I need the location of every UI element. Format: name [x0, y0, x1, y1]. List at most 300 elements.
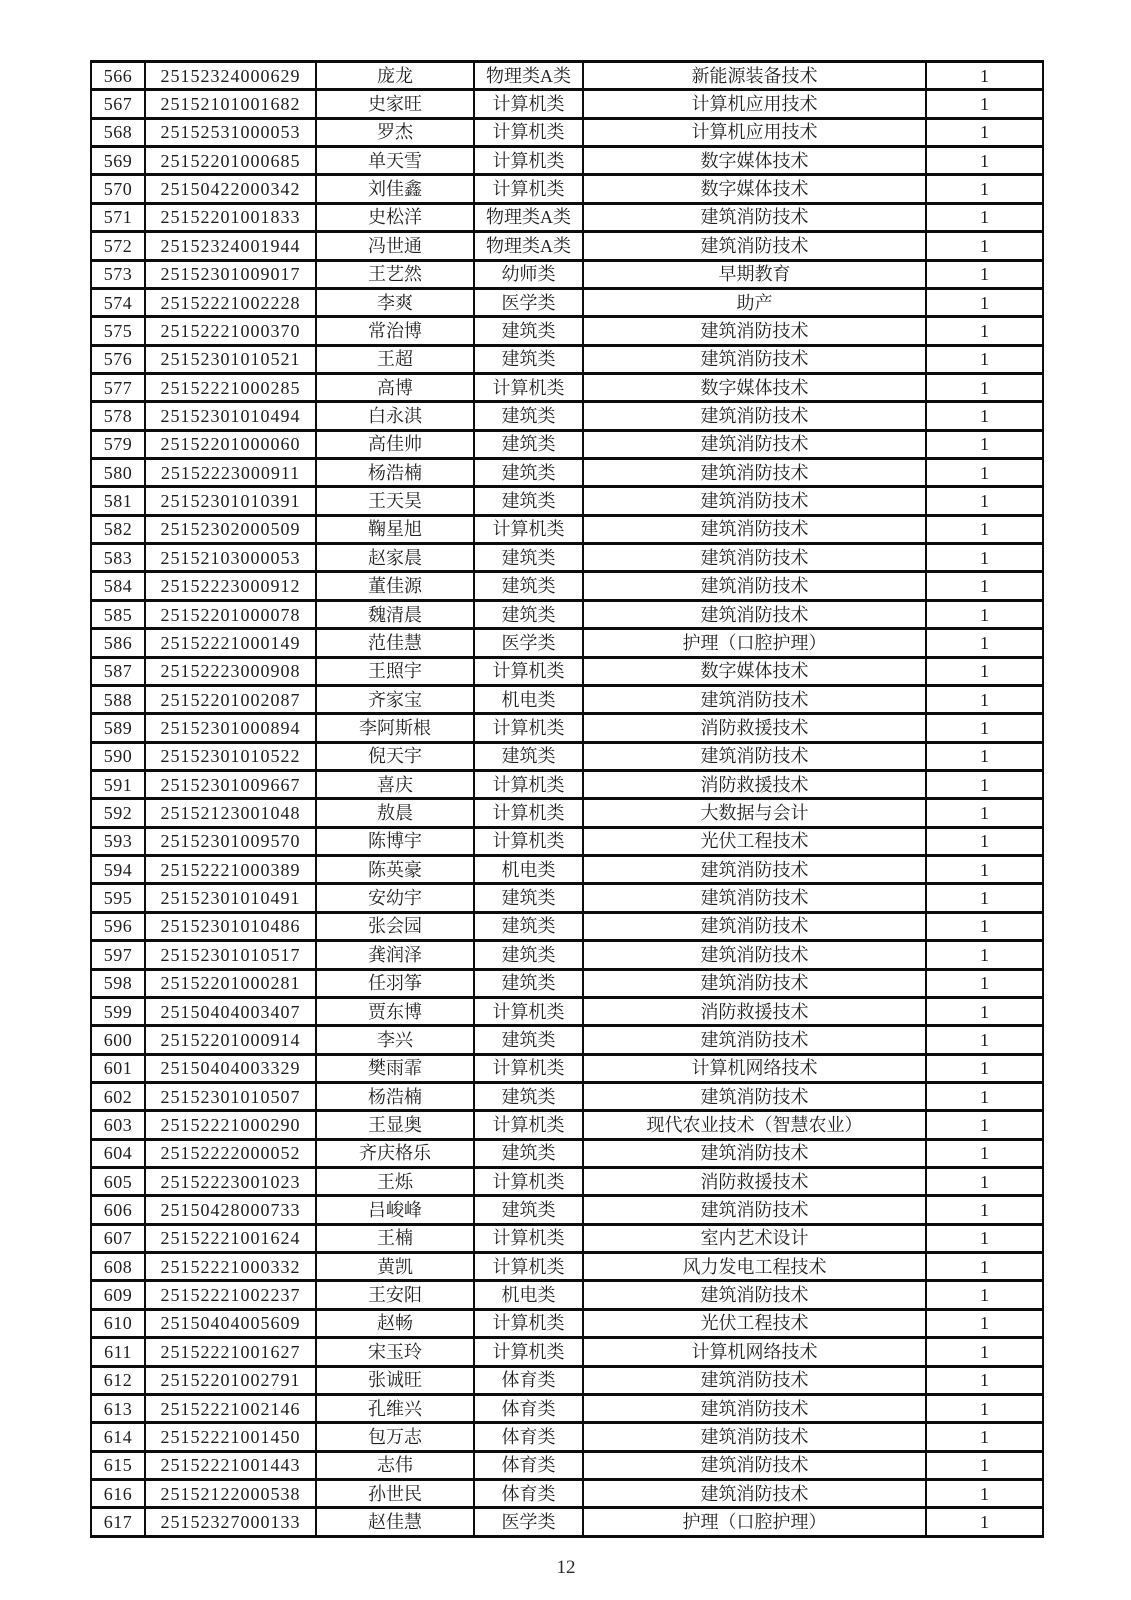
cell-candidate-id: 25150404005609 — [145, 1309, 316, 1337]
table-row — [91, 600, 1043, 628]
cell-name: 黄凯 — [316, 1253, 474, 1281]
cell-major: 数字媒体技术 — [583, 373, 926, 401]
table-row — [91, 629, 1043, 657]
cell-candidate-id: 25150404003407 — [145, 997, 316, 1025]
cell-index: 568 — [91, 118, 145, 146]
cell-count: 1 — [926, 1451, 1043, 1479]
table-row — [91, 62, 1043, 90]
cell-major: 数字媒体技术 — [583, 147, 926, 175]
cell-candidate-id: 25152221000370 — [145, 317, 316, 345]
cell-count: 1 — [926, 685, 1043, 713]
cell-index: 616 — [91, 1479, 145, 1507]
table-row — [91, 742, 1043, 770]
cell-major: 数字媒体技术 — [583, 657, 926, 685]
table-row — [91, 1479, 1043, 1507]
cell-candidate-id: 25150428000733 — [145, 1196, 316, 1224]
cell-subject-category: 建筑类 — [474, 742, 583, 770]
cell-major: 建筑消防技术 — [583, 1139, 926, 1167]
cell-subject-category: 计算机类 — [474, 90, 583, 118]
cell-candidate-id: 25152201001833 — [145, 203, 316, 231]
cell-name: 常治博 — [316, 317, 474, 345]
cell-candidate-id: 25152221000332 — [145, 1253, 316, 1281]
table-row — [91, 884, 1043, 912]
table-row — [91, 203, 1043, 231]
cell-index: 587 — [91, 657, 145, 685]
cell-candidate-id: 25152221000389 — [145, 856, 316, 884]
cell-index: 609 — [91, 1281, 145, 1309]
cell-count: 1 — [926, 629, 1043, 657]
table-row — [91, 1309, 1043, 1337]
cell-count: 1 — [926, 1026, 1043, 1054]
cell-major: 消防救援技术 — [583, 770, 926, 798]
cell-major: 光伏工程技术 — [583, 827, 926, 855]
cell-candidate-id: 25152327000133 — [145, 1508, 316, 1537]
cell-count: 1 — [926, 770, 1043, 798]
cell-name: 贾东博 — [316, 997, 474, 1025]
table-row — [91, 685, 1043, 713]
cell-name: 宋玉玲 — [316, 1338, 474, 1366]
cell-index: 591 — [91, 770, 145, 798]
table-row — [91, 856, 1043, 884]
cell-subject-category: 计算机类 — [474, 770, 583, 798]
table-row — [91, 941, 1043, 969]
table-row — [91, 770, 1043, 798]
cell-subject-category: 建筑类 — [474, 941, 583, 969]
cell-major: 大数据与会计 — [583, 799, 926, 827]
cell-name: 白永淇 — [316, 402, 474, 430]
cell-major: 建筑消防技术 — [583, 402, 926, 430]
cell-candidate-id: 25152221002146 — [145, 1394, 316, 1422]
cell-candidate-id: 25152221000285 — [145, 373, 316, 401]
cell-name: 包万志 — [316, 1423, 474, 1451]
cell-index: 599 — [91, 997, 145, 1025]
cell-index: 576 — [91, 345, 145, 373]
cell-name: 刘佳鑫 — [316, 175, 474, 203]
cell-name: 赵家晨 — [316, 544, 474, 572]
cell-count: 1 — [926, 657, 1043, 685]
cell-subject-category: 建筑类 — [474, 317, 583, 345]
cell-name: 王显奥 — [316, 1111, 474, 1139]
cell-subject-category: 体育类 — [474, 1479, 583, 1507]
cell-name: 王艺然 — [316, 260, 474, 288]
cell-name: 范佳慧 — [316, 629, 474, 657]
cell-index: 602 — [91, 1082, 145, 1110]
cell-index: 614 — [91, 1423, 145, 1451]
cell-name: 倪天宇 — [316, 742, 474, 770]
cell-candidate-id: 25152324000629 — [145, 62, 316, 90]
cell-subject-category: 医学类 — [474, 629, 583, 657]
cell-candidate-id: 25152301010391 — [145, 487, 316, 515]
cell-index: 606 — [91, 1196, 145, 1224]
cell-major: 消防救援技术 — [583, 997, 926, 1025]
cell-count: 1 — [926, 1168, 1043, 1196]
table-row — [91, 515, 1043, 543]
cell-major: 建筑消防技术 — [583, 1451, 926, 1479]
cell-index: 611 — [91, 1338, 145, 1366]
table-row — [91, 657, 1043, 685]
table-row — [91, 402, 1043, 430]
cell-candidate-id: 25152301010491 — [145, 884, 316, 912]
cell-index: 572 — [91, 232, 145, 260]
cell-count: 1 — [926, 62, 1043, 90]
cell-count: 1 — [926, 90, 1043, 118]
cell-name: 杨浩楠 — [316, 459, 474, 487]
cell-name: 魏清晨 — [316, 600, 474, 628]
cell-candidate-id: 25152223000908 — [145, 657, 316, 685]
cell-subject-category: 计算机类 — [474, 1309, 583, 1337]
cell-index: 597 — [91, 941, 145, 969]
cell-name: 李兴 — [316, 1026, 474, 1054]
cell-index: 567 — [91, 90, 145, 118]
cell-index: 600 — [91, 1026, 145, 1054]
cell-count: 1 — [926, 572, 1043, 600]
table-row — [91, 1026, 1043, 1054]
cell-major: 计算机网络技术 — [583, 1338, 926, 1366]
cell-count: 1 — [926, 288, 1043, 316]
cell-subject-category: 建筑类 — [474, 600, 583, 628]
cell-subject-category: 医学类 — [474, 288, 583, 316]
cell-major: 消防救援技术 — [583, 714, 926, 742]
cell-subject-category: 建筑类 — [474, 1026, 583, 1054]
cell-major: 新能源装备技术 — [583, 62, 926, 90]
cell-index: 575 — [91, 317, 145, 345]
cell-index: 578 — [91, 402, 145, 430]
table-row — [91, 175, 1043, 203]
table-row — [91, 459, 1043, 487]
cell-candidate-id: 25152201000060 — [145, 430, 316, 458]
cell-name: 王照宇 — [316, 657, 474, 685]
cell-index: 589 — [91, 714, 145, 742]
cell-major: 建筑消防技术 — [583, 345, 926, 373]
cell-subject-category: 计算机类 — [474, 118, 583, 146]
cell-candidate-id: 25152301009017 — [145, 260, 316, 288]
cell-subject-category: 体育类 — [474, 1451, 583, 1479]
cell-candidate-id: 25152301010521 — [145, 345, 316, 373]
table-row — [91, 714, 1043, 742]
table-row — [91, 1338, 1043, 1366]
cell-subject-category: 建筑类 — [474, 459, 583, 487]
cell-name: 董佳源 — [316, 572, 474, 600]
cell-name: 齐庆格乐 — [316, 1139, 474, 1167]
cell-index: 579 — [91, 430, 145, 458]
cell-count: 1 — [926, 1139, 1043, 1167]
cell-index: 595 — [91, 884, 145, 912]
cell-name: 志伟 — [316, 1451, 474, 1479]
cell-candidate-id: 25152301009667 — [145, 770, 316, 798]
table-row — [91, 1111, 1043, 1139]
cell-major: 建筑消防技术 — [583, 515, 926, 543]
cell-major: 建筑消防技术 — [583, 544, 926, 572]
cell-subject-category: 计算机类 — [474, 175, 583, 203]
cell-subject-category: 物理类A类 — [474, 62, 583, 90]
cell-name: 张诚旺 — [316, 1366, 474, 1394]
cell-major: 建筑消防技术 — [583, 600, 926, 628]
cell-major: 建筑消防技术 — [583, 459, 926, 487]
cell-name: 王超 — [316, 345, 474, 373]
cell-index: 574 — [91, 288, 145, 316]
cell-name: 李阿斯根 — [316, 714, 474, 742]
table-row — [91, 969, 1043, 997]
cell-major: 计算机应用技术 — [583, 90, 926, 118]
cell-candidate-id: 25152221001443 — [145, 1451, 316, 1479]
cell-count: 1 — [926, 1111, 1043, 1139]
cell-major: 建筑消防技术 — [583, 430, 926, 458]
cell-subject-category: 计算机类 — [474, 1338, 583, 1366]
cell-subject-category: 计算机类 — [474, 1111, 583, 1139]
table-row — [91, 90, 1043, 118]
cell-major: 建筑消防技术 — [583, 1026, 926, 1054]
cell-count: 1 — [926, 118, 1043, 146]
cell-subject-category: 建筑类 — [474, 912, 583, 940]
cell-index: 594 — [91, 856, 145, 884]
cell-candidate-id: 25152103000053 — [145, 544, 316, 572]
cell-subject-category: 物理类A类 — [474, 203, 583, 231]
cell-name: 史家旺 — [316, 90, 474, 118]
cell-name: 孙世民 — [316, 1479, 474, 1507]
cell-index: 577 — [91, 373, 145, 401]
table-row — [91, 912, 1043, 940]
cell-count: 1 — [926, 1309, 1043, 1337]
cell-candidate-id: 25152301010522 — [145, 742, 316, 770]
cell-index: 586 — [91, 629, 145, 657]
cell-name: 张会园 — [316, 912, 474, 940]
table-row — [91, 147, 1043, 175]
cell-index: 590 — [91, 742, 145, 770]
cell-candidate-id: 25152221001624 — [145, 1224, 316, 1252]
cell-subject-category: 计算机类 — [474, 714, 583, 742]
cell-count: 1 — [926, 997, 1043, 1025]
cell-major: 建筑消防技术 — [583, 884, 926, 912]
cell-count: 1 — [926, 203, 1043, 231]
cell-subject-category: 幼师类 — [474, 260, 583, 288]
cell-count: 1 — [926, 884, 1043, 912]
table-row — [91, 373, 1043, 401]
cell-count: 1 — [926, 1366, 1043, 1394]
cell-index: 607 — [91, 1224, 145, 1252]
cell-name: 王烁 — [316, 1168, 474, 1196]
cell-major: 建筑消防技术 — [583, 742, 926, 770]
table-row — [91, 799, 1043, 827]
cell-name: 吕峻峰 — [316, 1196, 474, 1224]
cell-index: 566 — [91, 62, 145, 90]
table-row — [91, 317, 1043, 345]
cell-name: 单天雪 — [316, 147, 474, 175]
cell-major: 建筑消防技术 — [583, 572, 926, 600]
table-row — [91, 430, 1043, 458]
cell-candidate-id: 25152301009570 — [145, 827, 316, 855]
cell-index: 583 — [91, 544, 145, 572]
cell-major: 护理（口腔护理） — [583, 629, 926, 657]
cell-count: 1 — [926, 345, 1043, 373]
cell-major: 护理（口腔护理） — [583, 1508, 926, 1537]
cell-name: 王安阳 — [316, 1281, 474, 1309]
cell-candidate-id: 25152201002791 — [145, 1366, 316, 1394]
cell-subject-category: 计算机类 — [474, 515, 583, 543]
cell-index: 596 — [91, 912, 145, 940]
cell-name: 李爽 — [316, 288, 474, 316]
table-row — [91, 997, 1043, 1025]
cell-subject-category: 建筑类 — [474, 345, 583, 373]
cell-count: 1 — [926, 1479, 1043, 1507]
table-row — [91, 544, 1043, 572]
cell-candidate-id: 25152201000281 — [145, 969, 316, 997]
cell-count: 1 — [926, 544, 1043, 572]
cell-subject-category: 计算机类 — [474, 1253, 583, 1281]
cell-count: 1 — [926, 742, 1043, 770]
cell-major: 建筑消防技术 — [583, 1281, 926, 1309]
cell-candidate-id: 25152221002228 — [145, 288, 316, 316]
cell-index: 588 — [91, 685, 145, 713]
cell-count: 1 — [926, 515, 1043, 543]
cell-major: 光伏工程技术 — [583, 1309, 926, 1337]
cell-index: 569 — [91, 147, 145, 175]
cell-index: 581 — [91, 487, 145, 515]
cell-index: 584 — [91, 572, 145, 600]
table-row — [91, 118, 1043, 146]
page-number: 12 — [556, 1557, 576, 1578]
cell-candidate-id: 25152531000053 — [145, 118, 316, 146]
cell-index: 570 — [91, 175, 145, 203]
cell-subject-category: 建筑类 — [474, 1139, 583, 1167]
cell-subject-category: 体育类 — [474, 1394, 583, 1422]
cell-candidate-id: 25152324001944 — [145, 232, 316, 260]
cell-major: 风力发电工程技术 — [583, 1253, 926, 1281]
cell-index: 608 — [91, 1253, 145, 1281]
cell-count: 1 — [926, 459, 1043, 487]
cell-index: 571 — [91, 203, 145, 231]
cell-major: 现代农业技术（智慧农业） — [583, 1111, 926, 1139]
cell-subject-category: 建筑类 — [474, 884, 583, 912]
table-row — [91, 1224, 1043, 1252]
cell-subject-category: 计算机类 — [474, 373, 583, 401]
cell-candidate-id: 25152201000914 — [145, 1026, 316, 1054]
cell-major: 建筑消防技术 — [583, 1082, 926, 1110]
table-row — [91, 1508, 1043, 1537]
cell-subject-category: 计算机类 — [474, 997, 583, 1025]
cell-subject-category: 物理类A类 — [474, 232, 583, 260]
cell-subject-category: 建筑类 — [474, 430, 583, 458]
cell-subject-category: 建筑类 — [474, 1196, 583, 1224]
cell-count: 1 — [926, 1508, 1043, 1537]
cell-count: 1 — [926, 1196, 1043, 1224]
cell-count: 1 — [926, 402, 1043, 430]
cell-count: 1 — [926, 147, 1043, 175]
table-row — [91, 1054, 1043, 1082]
cell-index: 593 — [91, 827, 145, 855]
cell-major: 助产 — [583, 288, 926, 316]
table-row — [91, 1394, 1043, 1422]
cell-candidate-id: 25152101001682 — [145, 90, 316, 118]
cell-name: 陈英豪 — [316, 856, 474, 884]
cell-name: 赵佳慧 — [316, 1508, 474, 1537]
cell-count: 1 — [926, 1281, 1043, 1309]
cell-name: 樊雨霏 — [316, 1054, 474, 1082]
cell-major: 建筑消防技术 — [583, 203, 926, 231]
table-row — [91, 260, 1043, 288]
cell-subject-category: 计算机类 — [474, 147, 583, 175]
cell-major: 室内艺术设计 — [583, 1224, 926, 1252]
cell-major: 建筑消防技术 — [583, 317, 926, 345]
cell-subject-category: 计算机类 — [474, 827, 583, 855]
cell-count: 1 — [926, 1082, 1043, 1110]
cell-candidate-id: 25152301010517 — [145, 941, 316, 969]
cell-candidate-id: 25152223000911 — [145, 459, 316, 487]
cell-count: 1 — [926, 1054, 1043, 1082]
table-row — [91, 345, 1043, 373]
cell-index: 604 — [91, 1139, 145, 1167]
cell-name: 孔维兴 — [316, 1394, 474, 1422]
cell-name: 齐家宝 — [316, 685, 474, 713]
cell-subject-category: 医学类 — [474, 1508, 583, 1537]
cell-subject-category: 计算机类 — [474, 799, 583, 827]
cell-candidate-id: 25152301010486 — [145, 912, 316, 940]
table-row — [91, 1253, 1043, 1281]
table-row — [91, 1423, 1043, 1451]
table-row — [91, 1168, 1043, 1196]
cell-candidate-id: 25152223000912 — [145, 572, 316, 600]
table-row — [91, 288, 1043, 316]
table-row — [91, 1196, 1043, 1224]
cell-name: 龚润泽 — [316, 941, 474, 969]
cell-name: 史松洋 — [316, 203, 474, 231]
cell-count: 1 — [926, 969, 1043, 997]
cell-major: 早期教育 — [583, 260, 926, 288]
cell-name: 冯世通 — [316, 232, 474, 260]
cell-count: 1 — [926, 600, 1043, 628]
cell-subject-category: 建筑类 — [474, 402, 583, 430]
cell-major: 建筑消防技术 — [583, 969, 926, 997]
cell-count: 1 — [926, 714, 1043, 742]
cell-name: 喜庆 — [316, 770, 474, 798]
cell-major: 建筑消防技术 — [583, 1196, 926, 1224]
cell-major: 建筑消防技术 — [583, 1423, 926, 1451]
cell-subject-category: 计算机类 — [474, 1054, 583, 1082]
cell-subject-category: 建筑类 — [474, 969, 583, 997]
cell-index: 585 — [91, 600, 145, 628]
cell-candidate-id: 25152301000894 — [145, 714, 316, 742]
cell-subject-category: 建筑类 — [474, 572, 583, 600]
cell-count: 1 — [926, 799, 1043, 827]
cell-count: 1 — [926, 1253, 1043, 1281]
cell-count: 1 — [926, 1224, 1043, 1252]
table-row — [91, 1366, 1043, 1394]
cell-count: 1 — [926, 1338, 1043, 1366]
cell-candidate-id: 25152301010507 — [145, 1082, 316, 1110]
cell-subject-category: 机电类 — [474, 685, 583, 713]
cell-index: 601 — [91, 1054, 145, 1082]
cell-candidate-id: 25152122000538 — [145, 1479, 316, 1507]
table-row — [91, 487, 1043, 515]
cell-candidate-id: 25152302000509 — [145, 515, 316, 543]
table-row — [91, 572, 1043, 600]
cell-candidate-id: 25152201000078 — [145, 600, 316, 628]
cell-subject-category: 建筑类 — [474, 1082, 583, 1110]
cell-subject-category: 体育类 — [474, 1423, 583, 1451]
cell-count: 1 — [926, 430, 1043, 458]
cell-name: 安幼宇 — [316, 884, 474, 912]
cell-name: 高博 — [316, 373, 474, 401]
cell-name: 庞龙 — [316, 62, 474, 90]
cell-subject-category: 机电类 — [474, 856, 583, 884]
table-row — [91, 1451, 1043, 1479]
cell-count: 1 — [926, 260, 1043, 288]
cell-name: 敖晨 — [316, 799, 474, 827]
cell-count: 1 — [926, 487, 1043, 515]
cell-name: 杨浩楠 — [316, 1082, 474, 1110]
cell-candidate-id: 25150422000342 — [145, 175, 316, 203]
cell-major: 建筑消防技术 — [583, 1479, 926, 1507]
cell-subject-category: 计算机类 — [474, 657, 583, 685]
